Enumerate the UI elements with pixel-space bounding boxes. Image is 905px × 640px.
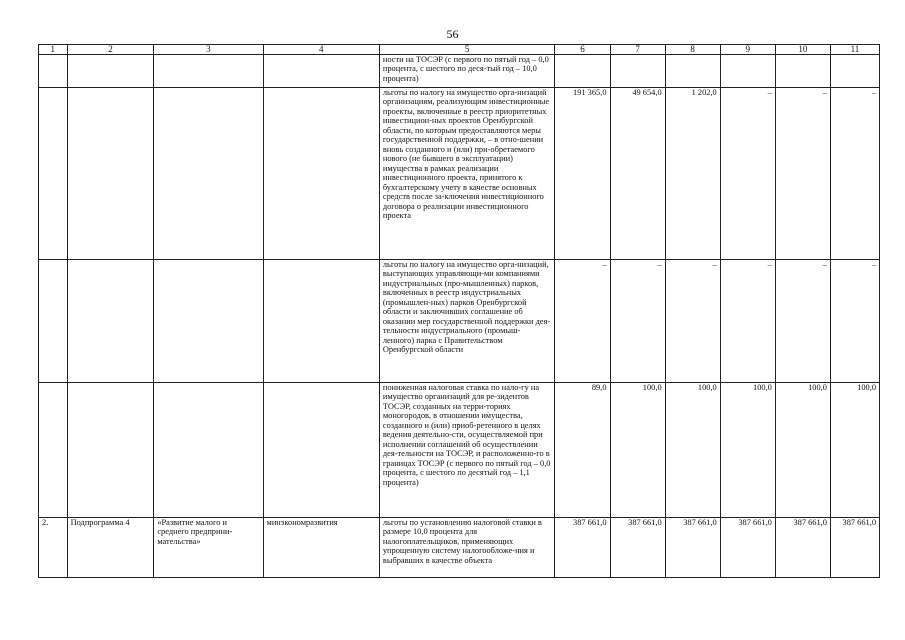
value-cell: 1 202,0 bbox=[665, 88, 720, 260]
title-cell bbox=[154, 88, 263, 260]
value-cell: 100,0 bbox=[830, 383, 879, 518]
title-cell: «Развитие малого и среднего предприни-мательства» bbox=[154, 518, 263, 578]
value-cell: – bbox=[830, 260, 879, 383]
value-cell: – bbox=[720, 88, 775, 260]
value-cell: – bbox=[610, 260, 665, 383]
curator-cell bbox=[263, 260, 379, 383]
table-row bbox=[39, 383, 880, 518]
column-header: 8 bbox=[665, 45, 720, 55]
value-cell: – bbox=[720, 260, 775, 383]
value-cell: 387 661,0 bbox=[830, 518, 879, 578]
program-cell bbox=[67, 383, 154, 518]
row-number-cell bbox=[39, 55, 68, 88]
column-header: 1 bbox=[39, 45, 68, 55]
value-cell bbox=[665, 55, 720, 88]
column-header: 2 bbox=[67, 45, 154, 55]
value-cell: 387 661,0 bbox=[720, 518, 775, 578]
column-header: 7 bbox=[610, 45, 665, 55]
value-cell bbox=[830, 55, 879, 88]
program-cell: Подпрограмма 4 bbox=[67, 518, 154, 578]
value-cell: – bbox=[555, 260, 610, 383]
value-cell bbox=[775, 55, 830, 88]
title-cell bbox=[154, 383, 263, 518]
column-header: 9 bbox=[720, 45, 775, 55]
column-number-row bbox=[39, 45, 880, 55]
value-cell: – bbox=[830, 88, 879, 260]
curator-cell bbox=[263, 383, 379, 518]
value-cell: – bbox=[665, 260, 720, 383]
value-cell: 100,0 bbox=[775, 383, 830, 518]
value-cell bbox=[720, 55, 775, 88]
value-cell bbox=[610, 55, 665, 88]
value-cell: 89,0 bbox=[555, 383, 610, 518]
title-cell bbox=[154, 260, 263, 383]
benefit-description: льготы по налогу на имущество орга-низаций организациям, реализующим инвестиционные проекты, включенные в реестр приоритетных инвестицион-ных проектов Оренбургской области, по которым предоставляются меры государственной поддержки, – в отно-шении вновь созданного и (или) при-обретаемого нового (не бывшего в эксплуатации) имущества в рамках реализации инвестиционного проекта, принятого к бухгалтерскому учету в качестве основных средств после за-ключения инвестиционного договора о реализации инвестиционного проекта bbox=[379, 88, 555, 260]
value-cell: – bbox=[775, 88, 830, 260]
value-cell: 100,0 bbox=[665, 383, 720, 518]
curator-cell: минэкономразвития bbox=[263, 518, 379, 578]
value-cell: 387 661,0 bbox=[555, 518, 610, 578]
curator-cell bbox=[263, 55, 379, 88]
row-number-cell: 2. bbox=[39, 518, 68, 578]
row-number-cell bbox=[39, 260, 68, 383]
column-header: 10 bbox=[775, 45, 830, 55]
program-cell bbox=[67, 88, 154, 260]
benefit-description: ности на ТОСЭР (с первого по пятый год – 0,0 процента, с шестого по деся-тый год – 10,0 процента) bbox=[379, 55, 555, 88]
table-row bbox=[39, 55, 880, 88]
benefit-description: пониженная налоговая ставка по нало-гу на имущество организаций для ре-зидентов ТОСЭР, созданных на терри-ториях моногородов, в отношении имущества, созданного и (или) приоб-ретенного в целях ведения деятельно-сти, осуществляемой при исполнении соглашений об осуществлении дея-тельности на ТОСЭР, и расположенно-го в границах ТОСЭР (с первого по пятый год – 0,0 процента, с шестого по десятый год – 1,1 процента) bbox=[379, 383, 555, 518]
column-header: 6 bbox=[555, 45, 610, 55]
value-cell: 100,0 bbox=[720, 383, 775, 518]
row-number-cell bbox=[39, 88, 68, 260]
value-cell: 387 661,0 bbox=[775, 518, 830, 578]
program-cell bbox=[67, 55, 154, 88]
row-number-cell bbox=[39, 383, 68, 518]
value-cell: 387 661,0 bbox=[665, 518, 720, 578]
curator-cell bbox=[263, 88, 379, 260]
table-row bbox=[39, 88, 880, 260]
page-number: 56 bbox=[446, 27, 459, 41]
value-cell: 49 654,0 bbox=[610, 88, 665, 260]
column-header: 4 bbox=[263, 45, 379, 55]
column-header: 3 bbox=[154, 45, 263, 55]
data-table bbox=[38, 44, 880, 578]
column-header: 11 bbox=[830, 45, 879, 55]
program-cell bbox=[67, 260, 154, 383]
value-cell: – bbox=[775, 260, 830, 383]
benefit-description: льготы по налогу на имущество орга-низаций, выступающих управляющи-ми компаниями индустриальных (про-мышленных) парков, включенных в реестр индустриальных (промышлен-ных) парков Оренбургской области и заключивших соглашение об оказании мер государственной поддержки дея-тельности индустриального (промыш-ленного) парка с Правительством Оренбургской области bbox=[379, 260, 555, 383]
value-cell: 387 661,0 bbox=[610, 518, 665, 578]
value-cell: 100,0 bbox=[610, 383, 665, 518]
table-row bbox=[39, 260, 880, 383]
value-cell bbox=[555, 55, 610, 88]
benefit-description: льготы по установлению налоговой ставки в размере 10,0 процента для налогоплательщиков, применяющих упрощенную систему налогообложе-ния и выбравших в качестве объекта bbox=[379, 518, 555, 578]
column-header: 5 bbox=[379, 45, 555, 55]
table-row bbox=[39, 518, 880, 578]
title-cell bbox=[154, 55, 263, 88]
value-cell: 191 365,0 bbox=[555, 88, 610, 260]
